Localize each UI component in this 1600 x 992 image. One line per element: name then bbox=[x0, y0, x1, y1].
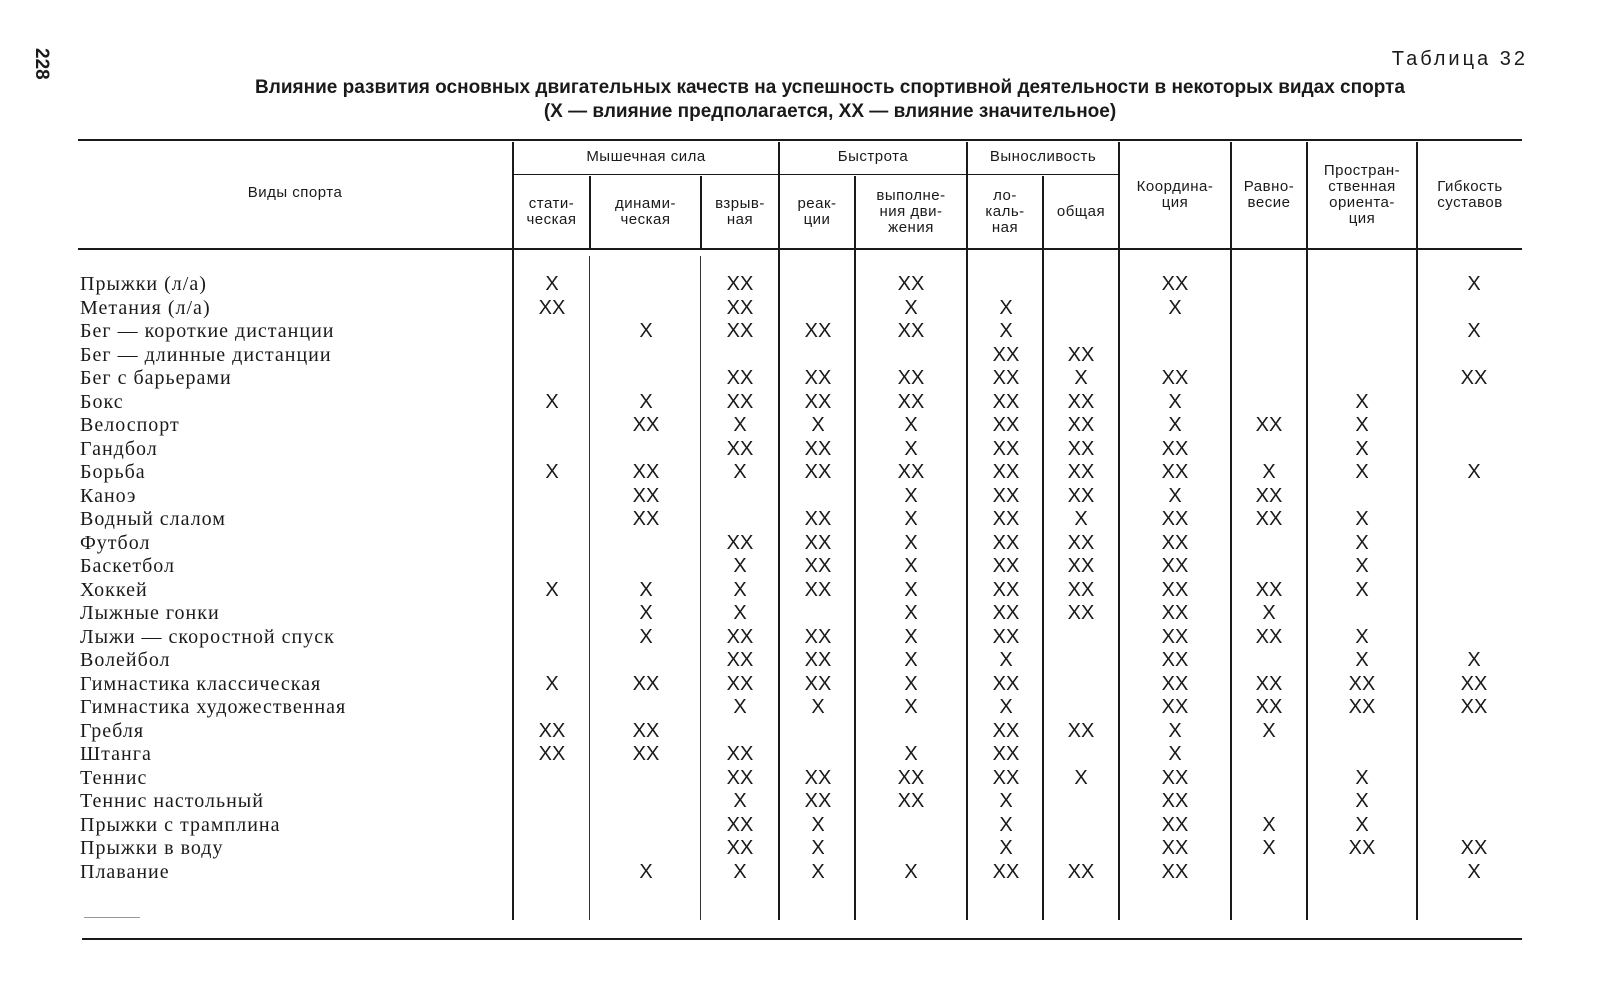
rating-cell: X bbox=[639, 602, 653, 624]
rating-cell: XX bbox=[992, 414, 1020, 436]
rating-cell: X bbox=[904, 414, 918, 436]
rating-cell: XX bbox=[1161, 837, 1189, 859]
rating-cell: X bbox=[733, 579, 747, 601]
rating-cell: XX bbox=[897, 273, 925, 295]
rating-cell: X bbox=[1355, 461, 1369, 483]
row-sport-label: Прыжки с трамплина bbox=[80, 814, 281, 836]
rating-cell: XX bbox=[1161, 579, 1189, 601]
row-sport-label: Велоспорт bbox=[80, 414, 180, 436]
rating-cell: X bbox=[1168, 485, 1182, 507]
table-title bbox=[100, 76, 1560, 124]
rating-cell: X bbox=[1262, 602, 1276, 624]
header-group-endurance: Выносливость bbox=[989, 148, 1097, 165]
row-sport-label: Каноэ bbox=[80, 485, 137, 507]
rating-cell: XX bbox=[726, 391, 754, 413]
rating-cell: XX bbox=[1067, 555, 1095, 577]
rating-cell: XX bbox=[804, 626, 832, 648]
rating-cell: XX bbox=[897, 461, 925, 483]
header-speed-movement: выполне- ния дви- жения bbox=[876, 187, 946, 236]
rating-cell: XX bbox=[992, 720, 1020, 742]
row-sport-label: Гимнастика классическая bbox=[80, 673, 322, 695]
rating-cell: X bbox=[1074, 767, 1088, 789]
rating-cell: XX bbox=[1255, 414, 1283, 436]
header-flexibility: Гибкость суставов bbox=[1437, 178, 1503, 211]
title-line-1: Влияние развития основных двигательных качеств на успешность спортивной деятельности в некоторых видах спорта bbox=[255, 77, 1405, 98]
rating-cell: XX bbox=[1067, 414, 1095, 436]
rating-cell: XX bbox=[726, 273, 754, 295]
rating-cell: X bbox=[1168, 743, 1182, 765]
header-group-strength: Мышечная сила bbox=[586, 148, 706, 165]
row-sport-label: Гимнастика художественная bbox=[80, 696, 347, 718]
rating-cell: X bbox=[1262, 720, 1276, 742]
rating-cell: XX bbox=[897, 320, 925, 342]
row-sport-label: Борьба bbox=[80, 461, 146, 483]
rating-cell: X bbox=[1262, 461, 1276, 483]
rating-cell: XX bbox=[992, 767, 1020, 789]
row-sport-label: Бег с барьерами bbox=[80, 367, 232, 389]
rating-cell: X bbox=[811, 814, 825, 836]
page-number: 228 bbox=[31, 48, 52, 80]
group-speed-rule bbox=[778, 174, 966, 175]
rating-cell: X bbox=[1168, 414, 1182, 436]
rating-cell: XX bbox=[804, 508, 832, 530]
rating-cell: XX bbox=[897, 767, 925, 789]
rating-cell: X bbox=[1355, 579, 1369, 601]
rating-cell: X bbox=[545, 461, 559, 483]
header-endurance-local: ло- каль- ная bbox=[985, 187, 1025, 236]
rating-cell: X bbox=[811, 837, 825, 859]
rating-cell: X bbox=[999, 814, 1013, 836]
rating-cell: XX bbox=[992, 743, 1020, 765]
rating-cell: X bbox=[904, 743, 918, 765]
rating-cell: X bbox=[904, 438, 918, 460]
rating-cell: XX bbox=[538, 297, 566, 319]
rating-cell: XX bbox=[1255, 626, 1283, 648]
row-sport-label: Прыжки (л/а) bbox=[80, 273, 207, 295]
rating-cell: XX bbox=[726, 814, 754, 836]
rating-cell: XX bbox=[1348, 696, 1376, 718]
rating-cell: X bbox=[1467, 273, 1481, 295]
row-sport-label: Штанга bbox=[80, 743, 152, 765]
rating-cell: XX bbox=[804, 555, 832, 577]
rating-cell: X bbox=[1168, 720, 1182, 742]
rating-cell: XX bbox=[1460, 367, 1488, 389]
rating-cell: X bbox=[811, 861, 825, 883]
rating-cell: XX bbox=[1067, 602, 1095, 624]
rating-cell: X bbox=[904, 297, 918, 319]
rating-cell: XX bbox=[1161, 814, 1189, 836]
rating-cell: XX bbox=[1348, 673, 1376, 695]
rating-cell: XX bbox=[1255, 696, 1283, 718]
rating-cell: X bbox=[1355, 414, 1369, 436]
rating-cell: XX bbox=[992, 344, 1020, 366]
col-rule bbox=[1118, 142, 1120, 920]
row-sport-label: Теннис настольный bbox=[80, 790, 264, 812]
rating-cell: X bbox=[1355, 814, 1369, 836]
rating-cell: X bbox=[545, 579, 559, 601]
rating-cell: XX bbox=[632, 461, 660, 483]
rating-cell: XX bbox=[726, 367, 754, 389]
rating-cell: XX bbox=[804, 579, 832, 601]
rating-cell: XX bbox=[1161, 367, 1189, 389]
row-sport-label: Теннис bbox=[80, 767, 148, 789]
rating-cell: X bbox=[733, 696, 747, 718]
rating-cell: XX bbox=[992, 579, 1020, 601]
rating-cell: XX bbox=[992, 626, 1020, 648]
rating-cell: XX bbox=[992, 367, 1020, 389]
group-strength-rule bbox=[512, 174, 778, 175]
rating-cell: XX bbox=[1067, 720, 1095, 742]
rating-cell: X bbox=[545, 391, 559, 413]
rating-cell: XX bbox=[1067, 344, 1095, 366]
rating-cell: XX bbox=[1161, 461, 1189, 483]
rating-cell: XX bbox=[726, 673, 754, 695]
rating-cell: X bbox=[733, 861, 747, 883]
rating-cell: X bbox=[1355, 767, 1369, 789]
rating-cell: XX bbox=[992, 861, 1020, 883]
row-sport-label: Водный слалом bbox=[80, 508, 226, 530]
header-sport: Виды спорта bbox=[247, 184, 343, 201]
rating-cell: XX bbox=[1161, 273, 1189, 295]
header-strength-explosive: взрыв- ная bbox=[715, 195, 765, 228]
rating-cell: X bbox=[904, 532, 918, 554]
rating-cell: XX bbox=[992, 485, 1020, 507]
rating-cell: XX bbox=[1255, 673, 1283, 695]
rating-cell: XX bbox=[804, 532, 832, 554]
rating-cell: XX bbox=[1161, 861, 1189, 883]
rating-cell: XX bbox=[1067, 461, 1095, 483]
rating-cell: XX bbox=[726, 532, 754, 554]
col-rule bbox=[512, 142, 514, 920]
rating-cell: X bbox=[639, 861, 653, 883]
rating-cell: X bbox=[904, 626, 918, 648]
rating-cell: XX bbox=[1161, 767, 1189, 789]
header-spatial: Простран- ственная ориента- ция bbox=[1323, 162, 1401, 227]
rating-cell: XX bbox=[632, 673, 660, 695]
row-sport-label: Хоккей bbox=[80, 579, 148, 601]
rating-cell: XX bbox=[1067, 532, 1095, 554]
rating-cell: XX bbox=[1161, 508, 1189, 530]
rating-cell: X bbox=[1262, 837, 1276, 859]
rating-cell: XX bbox=[1161, 649, 1189, 671]
rating-cell: XX bbox=[804, 673, 832, 695]
rating-cell: X bbox=[1168, 391, 1182, 413]
col-rule bbox=[700, 256, 701, 920]
rating-cell: X bbox=[904, 555, 918, 577]
rating-cell: X bbox=[639, 391, 653, 413]
rating-cell: XX bbox=[1460, 673, 1488, 695]
rating-cell: X bbox=[1355, 649, 1369, 671]
rating-cell: XX bbox=[992, 602, 1020, 624]
rating-cell: X bbox=[1355, 626, 1369, 648]
rating-cell: XX bbox=[992, 532, 1020, 554]
header-group-speed: Быстрота bbox=[837, 148, 909, 165]
table-bottom-rule bbox=[82, 938, 1522, 940]
rating-cell: XX bbox=[804, 320, 832, 342]
row-sport-label: Баскетбол bbox=[80, 555, 175, 577]
rating-cell: XX bbox=[1067, 579, 1095, 601]
row-sport-label: Бег — короткие дистанции bbox=[80, 320, 335, 342]
col-rule bbox=[1416, 142, 1418, 920]
rating-cell: X bbox=[999, 297, 1013, 319]
rating-cell: XX bbox=[726, 438, 754, 460]
rating-cell: XX bbox=[1161, 438, 1189, 460]
rating-cell: XX bbox=[1161, 602, 1189, 624]
rating-cell: XX bbox=[538, 720, 566, 742]
col-rule bbox=[1230, 142, 1232, 920]
rating-cell: XX bbox=[1255, 508, 1283, 530]
rating-cell: X bbox=[1467, 649, 1481, 671]
rating-cell: XX bbox=[726, 767, 754, 789]
rating-cell: X bbox=[639, 320, 653, 342]
rating-cell: X bbox=[1355, 438, 1369, 460]
rating-cell: XX bbox=[1067, 391, 1095, 413]
rating-cell: X bbox=[904, 579, 918, 601]
rating-cell: XX bbox=[1255, 485, 1283, 507]
table-number: Таблица 32 bbox=[1391, 48, 1528, 70]
rating-cell: XX bbox=[992, 555, 1020, 577]
rating-cell: XX bbox=[1161, 532, 1189, 554]
rating-cell: X bbox=[904, 649, 918, 671]
header-coordination: Координа- ция bbox=[1136, 178, 1214, 211]
rating-cell: X bbox=[904, 673, 918, 695]
rating-cell: X bbox=[904, 602, 918, 624]
row-sport-label: Лыжные гонки bbox=[80, 602, 220, 624]
rating-cell: X bbox=[811, 696, 825, 718]
rating-cell: XX bbox=[992, 438, 1020, 460]
rating-cell: X bbox=[733, 602, 747, 624]
rating-cell: X bbox=[904, 485, 918, 507]
rating-cell: X bbox=[999, 649, 1013, 671]
rating-cell: X bbox=[1355, 555, 1369, 577]
row-sport-label: Плавание bbox=[80, 861, 170, 883]
rating-cell: XX bbox=[538, 743, 566, 765]
rating-cell: XX bbox=[992, 508, 1020, 530]
rating-cell: X bbox=[1074, 367, 1088, 389]
rating-cell: XX bbox=[632, 414, 660, 436]
rating-cell: XX bbox=[1067, 485, 1095, 507]
row-sport-label: Бокс bbox=[80, 391, 124, 413]
rating-cell: XX bbox=[1067, 438, 1095, 460]
rating-cell: XX bbox=[804, 790, 832, 812]
header-endurance-general: общая bbox=[1056, 203, 1106, 220]
rating-cell: XX bbox=[726, 297, 754, 319]
header-balance: Равно- весие bbox=[1243, 178, 1295, 211]
rating-cell: X bbox=[1168, 297, 1182, 319]
print-smudge bbox=[84, 917, 140, 918]
rating-cell: X bbox=[904, 861, 918, 883]
rating-cell: X bbox=[1467, 461, 1481, 483]
title-line-2: (X — влияние предполагается, XX — влияние значительное) bbox=[543, 101, 1117, 122]
rating-cell: XX bbox=[726, 320, 754, 342]
rating-cell: XX bbox=[726, 626, 754, 648]
rating-cell: X bbox=[1355, 508, 1369, 530]
rating-cell: XX bbox=[804, 649, 832, 671]
rating-cell: XX bbox=[726, 649, 754, 671]
rating-cell: XX bbox=[1161, 555, 1189, 577]
rating-cell: X bbox=[1355, 790, 1369, 812]
rating-cell: X bbox=[733, 414, 747, 436]
rating-cell: XX bbox=[1161, 696, 1189, 718]
row-sport-label: Прыжки в воду bbox=[80, 837, 224, 859]
rating-cell: XX bbox=[726, 837, 754, 859]
rating-cell: XX bbox=[1348, 837, 1376, 859]
rating-cell: XX bbox=[804, 391, 832, 413]
rating-cell: XX bbox=[632, 508, 660, 530]
header-strength-static: стати- ческая bbox=[526, 195, 577, 228]
rating-cell: X bbox=[904, 696, 918, 718]
rating-cell: X bbox=[639, 626, 653, 648]
rating-cell: X bbox=[545, 273, 559, 295]
table-top-rule bbox=[78, 139, 1522, 141]
row-sport-label: Лыжи — скоростной спуск bbox=[80, 626, 335, 648]
rating-cell: XX bbox=[897, 391, 925, 413]
rating-cell: XX bbox=[804, 461, 832, 483]
rating-cell: XX bbox=[1255, 579, 1283, 601]
rating-cell: X bbox=[1467, 861, 1481, 883]
header-strength-dynamic: динами- ческая bbox=[615, 195, 676, 228]
rating-cell: X bbox=[999, 837, 1013, 859]
rating-cell: X bbox=[1262, 814, 1276, 836]
rating-cell: XX bbox=[804, 767, 832, 789]
rating-cell: X bbox=[999, 790, 1013, 812]
rating-cell: X bbox=[1355, 391, 1369, 413]
rating-cell: X bbox=[733, 461, 747, 483]
rating-cell: X bbox=[904, 508, 918, 530]
row-sport-label: Бег — длинные дистанции bbox=[80, 344, 332, 366]
rating-cell: XX bbox=[1161, 673, 1189, 695]
rating-cell: XX bbox=[992, 461, 1020, 483]
row-sport-label: Метания (л/а) bbox=[80, 297, 211, 319]
rating-cell: XX bbox=[804, 367, 832, 389]
group-endurance-rule bbox=[966, 174, 1118, 175]
rating-cell: X bbox=[733, 555, 747, 577]
rating-cell: X bbox=[639, 579, 653, 601]
row-sport-label: Футбол bbox=[80, 532, 151, 554]
rating-cell: XX bbox=[1161, 790, 1189, 812]
col-rule bbox=[1306, 142, 1308, 920]
rating-cell: XX bbox=[897, 790, 925, 812]
rating-cell: X bbox=[1355, 532, 1369, 554]
rating-cell: X bbox=[811, 414, 825, 436]
rating-cell: X bbox=[733, 790, 747, 812]
row-sport-label: Гребля bbox=[80, 720, 145, 742]
rating-cell: XX bbox=[632, 743, 660, 765]
rating-cell: X bbox=[999, 320, 1013, 342]
rating-cell: X bbox=[1467, 320, 1481, 342]
rating-cell: XX bbox=[804, 438, 832, 460]
rating-cell: X bbox=[999, 696, 1013, 718]
rating-cell: XX bbox=[992, 673, 1020, 695]
rating-cell: XX bbox=[632, 485, 660, 507]
row-sport-label: Волейбол bbox=[80, 649, 171, 671]
rating-cell: XX bbox=[1067, 861, 1095, 883]
rating-cell: XX bbox=[1460, 837, 1488, 859]
rating-cell: XX bbox=[726, 743, 754, 765]
rating-cell: XX bbox=[897, 367, 925, 389]
rating-cell: X bbox=[1074, 508, 1088, 530]
header-speed-reaction: реак- ции bbox=[797, 195, 837, 228]
rating-cell: XX bbox=[632, 720, 660, 742]
rating-cell: XX bbox=[1460, 696, 1488, 718]
rating-cell: X bbox=[545, 673, 559, 695]
rating-cell: XX bbox=[992, 391, 1020, 413]
rating-cell: XX bbox=[1161, 626, 1189, 648]
row-sport-label: Гандбол bbox=[80, 438, 158, 460]
